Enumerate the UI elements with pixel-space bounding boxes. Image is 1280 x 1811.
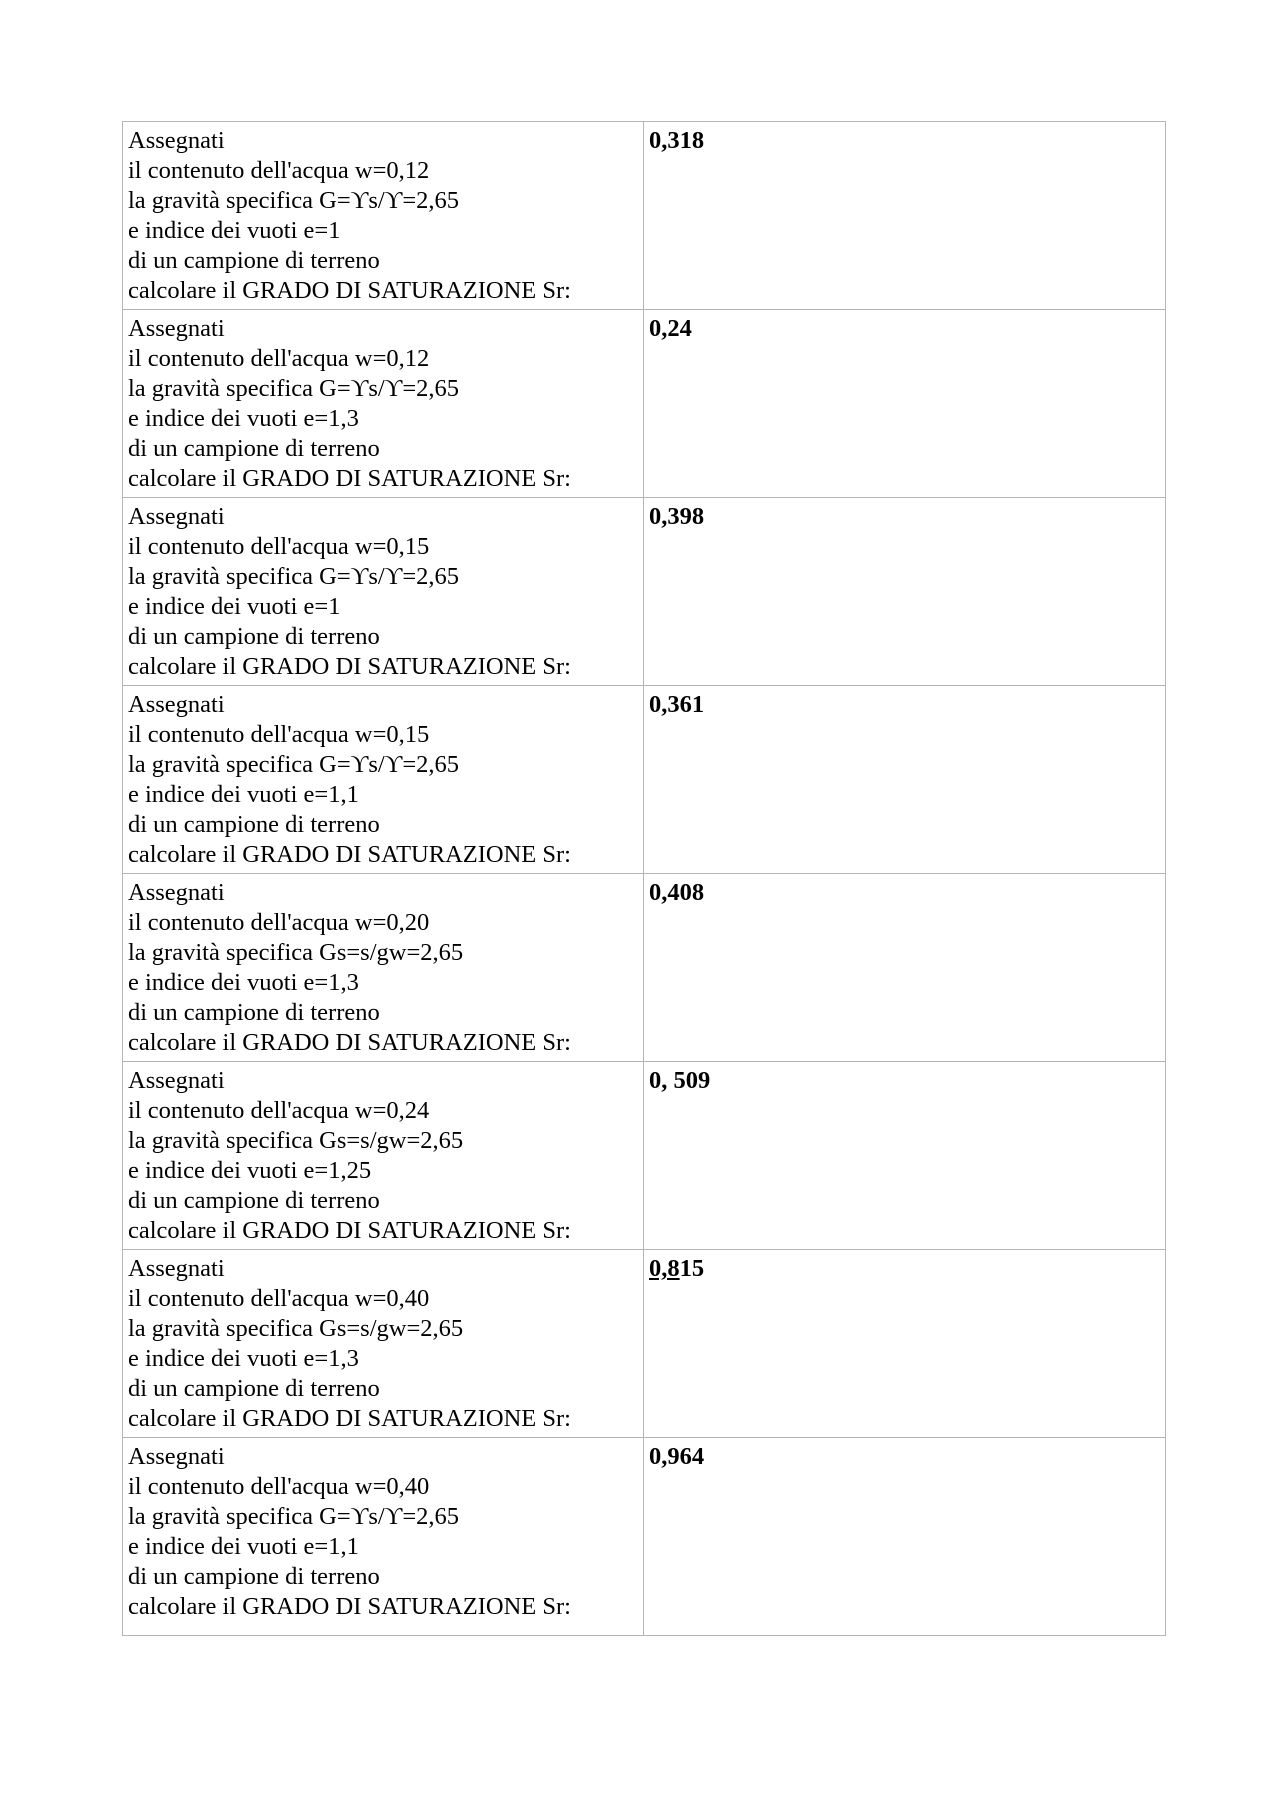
table-row [123,874,1166,1062]
answer-value: 0,408 [649,879,705,906]
question-line: Assegnati [128,503,225,530]
question-line: e indice dei vuoti e=1 [128,217,341,244]
question-line: calcolare il GRADO DI SATURAZIONE Sr: [128,1217,571,1244]
answer-cell [644,1438,1166,1636]
question-line: il contenuto dell'acqua w=0,12 [128,157,430,184]
question-line: la gravità specifica Gs=s/gw=2,65 [128,1127,464,1154]
question-cell [123,1438,644,1636]
answer-value: 0,398 [649,503,705,530]
answer-value: 0,964 [649,1443,705,1470]
table-row [123,1250,1166,1438]
question-line: di un campione di terreno [128,435,380,462]
question-line: di un campione di terreno [128,247,380,274]
answer-value [649,1254,1160,1284]
answer-value: 0,361 [649,691,705,718]
answer-cell [644,1062,1166,1250]
question-line: calcolare il GRADO DI SATURAZIONE Sr: [128,841,571,868]
question-line: il contenuto dell'acqua w=0,20 [128,909,430,936]
question-line: la gravità specifica Gs=s/gw=2,65 [128,1315,464,1342]
exercise-table [122,121,1166,1636]
question-line: la gravità specifica G=ϒs/ϒ=2,65 [128,1503,460,1530]
answer-value: 0,24 [649,315,692,342]
question-line: di un campione di terreno [128,1375,380,1402]
table-row [123,1062,1166,1250]
question-line: la gravità specifica G=ϒs/ϒ=2,65 [128,751,460,778]
question-line: di un campione di terreno [128,623,380,650]
question-cell [123,122,644,310]
question-line: il contenuto dell'acqua w=0,40 [128,1473,430,1500]
answer-value: 0,318 [649,127,705,154]
question-line: la gravità specifica G=ϒs/ϒ=2,65 [128,375,460,402]
question-line: e indice dei vuoti e=1,1 [128,781,359,808]
question-line: il contenuto dell'acqua w=0,40 [128,1285,430,1312]
table-row [123,686,1166,874]
question-line: Assegnati [128,879,225,906]
question-cell [123,310,644,498]
table-row [123,498,1166,686]
question-line: calcolare il GRADO DI SATURAZIONE Sr: [128,1405,571,1432]
question-line: e indice dei vuoti e=1,1 [128,1533,359,1560]
question-line: la gravità specifica Gs=s/gw=2,65 [128,939,464,966]
question-line: e indice dei vuoti e=1,3 [128,405,359,432]
answer-cell [644,498,1166,686]
question-line: di un campione di terreno [128,1563,380,1590]
question-line: il contenuto dell'acqua w=0,15 [128,721,430,748]
question-line: calcolare il GRADO DI SATURAZIONE Sr: [128,277,571,304]
question-line: Assegnati [128,315,225,342]
question-line: e indice dei vuoti e=1,3 [128,969,359,996]
answer-cell [644,874,1166,1062]
question-line: calcolare il GRADO DI SATURAZIONE Sr: [128,1593,571,1620]
question-line: e indice dei vuoti e=1,25 [128,1157,372,1184]
answer-rest-part: 15 [679,1255,705,1282]
table-row [123,122,1166,310]
question-line: la gravità specifica G=ϒs/ϒ=2,65 [128,187,460,214]
question-cell [123,1250,644,1438]
question-line: il contenuto dell'acqua w=0,24 [128,1097,430,1124]
question-line: Assegnati [128,691,225,718]
answer-cell [644,686,1166,874]
question-line: Assegnati [128,1255,225,1282]
question-line: il contenuto dell'acqua w=0,12 [128,345,430,372]
question-line: Assegnati [128,127,225,154]
answer-value: 0, 509 [649,1067,711,1094]
question-line: calcolare il GRADO DI SATURAZIONE Sr: [128,653,571,680]
answer-cell [644,1250,1166,1438]
answer-cell [644,310,1166,498]
question-line: Assegnati [128,1443,225,1470]
question-line: di un campione di terreno [128,999,380,1026]
question-cell [123,874,644,1062]
table-row [123,310,1166,498]
table-row [123,1438,1166,1636]
answer-cell [644,122,1166,310]
question-line: la gravità specifica G=ϒs/ϒ=2,65 [128,563,460,590]
question-line: il contenuto dell'acqua w=0,15 [128,533,430,560]
question-cell [123,498,644,686]
question-line: di un campione di terreno [128,811,380,838]
question-line: calcolare il GRADO DI SATURAZIONE Sr: [128,1029,571,1056]
question-line: e indice dei vuoti e=1 [128,593,341,620]
question-line: e indice dei vuoti e=1,3 [128,1345,359,1372]
question-line: Assegnati [128,1067,225,1094]
question-line: di un campione di terreno [128,1187,380,1214]
question-cell [123,1062,644,1250]
question-line: calcolare il GRADO DI SATURAZIONE Sr: [128,465,571,492]
question-cell [123,686,644,874]
answer-underlined-part: 0,8 [649,1255,680,1282]
